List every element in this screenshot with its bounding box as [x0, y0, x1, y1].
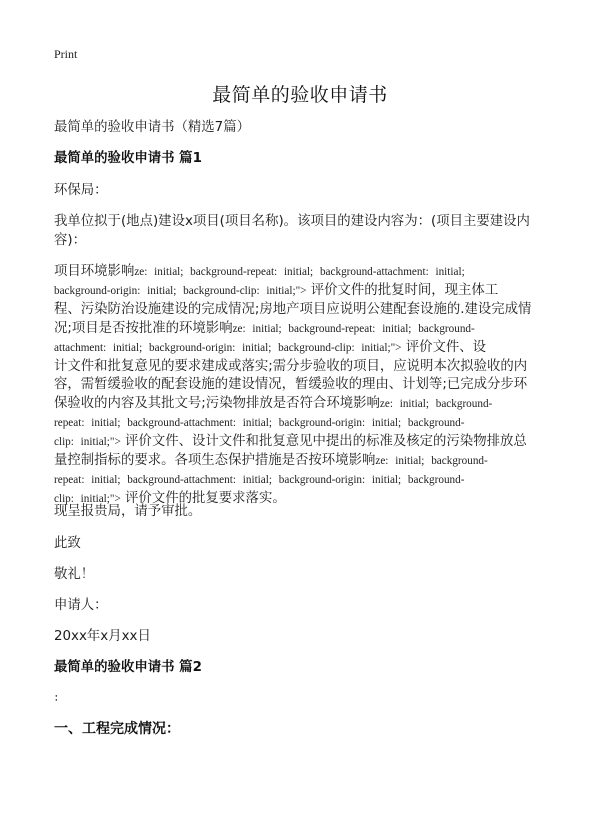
body-line: [54, 319, 475, 339]
body-line: [54, 300, 531, 319]
intro-line-2: 容)：: [54, 233, 87, 248]
body-text: 保验收的内容及其批文号;污染物排放是否符合环境影响: [54, 396, 380, 412]
body-text: 评价文件的批复时间，现主体工: [306, 282, 499, 298]
css-fragment-text: attachment: initial; background-origin: initial; background-clip: initial;">: [54, 341, 402, 354]
section2-subheading: 一、工程完成情况：: [54, 721, 180, 737]
date-line: 20xx年x月xx日: [54, 629, 151, 644]
body-text: 容，需暂缓验收的配套设施的建设情况，暂缓验收的理由、计划等;已完成分步环: [54, 377, 528, 393]
request-line: 现呈报贵局，请予审批。: [54, 504, 202, 519]
section1-heading: 最简单的验收申请书 篇1: [54, 151, 202, 166]
intro-line-1: 我单位拟于(地点)建设x项目(项目名称)。该项目的建设内容为：(项目主要建设内: [54, 214, 530, 229]
section2-colon: ：: [54, 693, 64, 704]
css-fragment-text: repeat: initial; background-attachment: initial; background-origin: initial; background-: [54, 417, 465, 430]
section2-heading: 最简单的验收申请书 篇2: [54, 660, 202, 675]
body-text: 程、污染防治设施建设的完成情况;房地产项目应说明公建配套设施的.建设完成情: [54, 301, 532, 317]
applicant-line: 申请人：: [54, 598, 108, 613]
body-text: 量控制指标的要求。各项生态保护措施是否按环境影响: [54, 453, 376, 468]
print-label[interactable]: Print: [54, 47, 78, 61]
css-fragment-text: clip: initial;">: [54, 492, 121, 505]
body-line: [54, 432, 527, 452]
body-text: 计文件和批复意见的要求建成或落实;需分步验收的项目，应说明本次拟验收的内: [54, 358, 528, 374]
document-subtitle: 最简单的验收申请书（精选7篇）: [54, 120, 250, 135]
body-line: [54, 375, 527, 394]
css-fragment-text: ze: initial; background-repeat: initial; background-: [232, 322, 475, 335]
body-line: [54, 262, 465, 282]
closing-line-1: 此致: [54, 536, 81, 551]
body-text: 评价文件、设: [401, 339, 487, 355]
body-line: [54, 470, 464, 490]
css-fragment-text: ze: initial; background-repeat: initial; background-attachment: initial;: [134, 266, 465, 278]
salutation: 环保局：: [54, 183, 108, 198]
body-line: [54, 357, 527, 376]
css-fragment-text: repeat: initial; background-attachment: initial; background-origin: initial; background-: [54, 473, 465, 486]
body-text: 项目环境影响: [54, 264, 135, 279]
body-line: [54, 413, 464, 433]
css-fragment-text: clip: initial;">: [54, 436, 121, 449]
css-fragment-text: ze: initial; background-: [375, 455, 488, 467]
closing-line-2: 敬礼！: [54, 567, 95, 582]
body-text: 评价文件、设计文件和批复意见中提出的标准及核定的污染物排放总: [120, 434, 527, 450]
css-fragment-text: ze: initial; background-: [379, 398, 493, 411]
document-title: 最简单的验收申请书: [212, 84, 388, 106]
body-text: 评价文件的批复要求落实。: [120, 490, 286, 506]
body-line: [54, 394, 492, 414]
body-line: [54, 281, 498, 301]
body-line: [54, 338, 486, 358]
css-fragment-text: background-origin: initial; background-clip: initial;">: [54, 284, 307, 297]
body-text: 况;项目是否按批准的环境影响: [54, 320, 233, 336]
body-line: [54, 451, 488, 471]
